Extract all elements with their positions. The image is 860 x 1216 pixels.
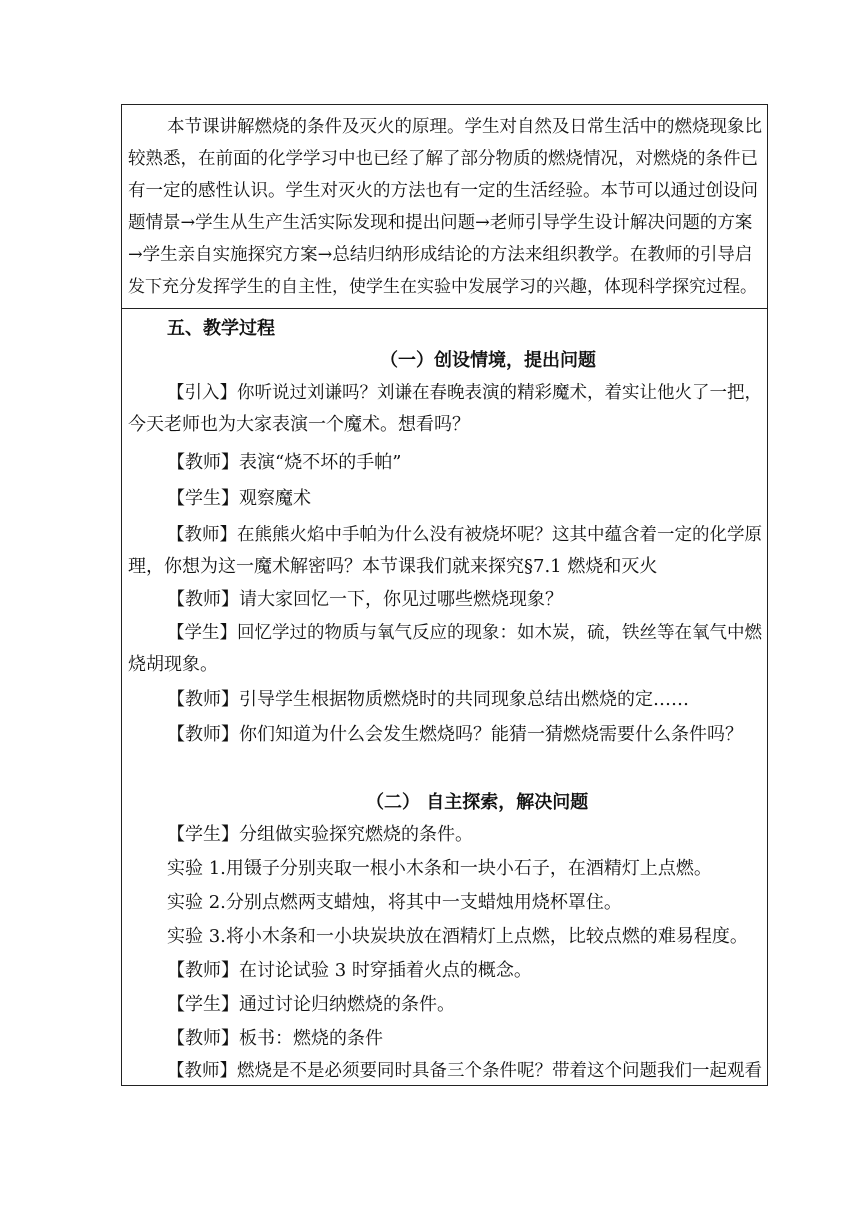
paragraph-line: 理，你想为这一魔术解密吗？本节课我们就来探究§7.1 燃烧和灭火 — [128, 556, 658, 577]
paragraph-line: 【教师】在熊熊火焰中手帕为什么没有被烧坏呢？这其中蕴含着一定的化学原 — [167, 525, 762, 545]
part2-title: （二） 自主探索，解决问题 — [366, 792, 589, 813]
paragraph-line: 今天老师也为大家表演一个魔术。想看吗？ — [128, 414, 470, 435]
paragraph-line: 【教师】在讨论试验 3 时穿插着火点的概念。 — [167, 960, 532, 981]
paragraph-line: 实验 3.将小木条和一小块炭块放在酒精灯上点燃，比较点燃的难易程度。 — [167, 926, 748, 947]
paragraph-line: 【教师】燃烧是不是必须要同时具备三个条件呢？带着这个问题我们一起观看 — [167, 1061, 762, 1081]
paragraph-line: 【教师】请大家回忆一下，你见过哪些燃烧现象？ — [167, 589, 563, 610]
row-divider — [122, 308, 767, 309]
paragraph-line: 实验 1.用镊子分别夹取一根小木条和一块小石子，在酒精灯上点燃。 — [167, 858, 712, 879]
lesson-table — [121, 104, 768, 1086]
analysis-line: →学生亲自实施探究方案→总结归纳形成结论的方法来组织教学。在教师的引导启 — [128, 245, 753, 265]
paragraph-line: 【教师】你们知道为什么会发生燃烧吗？能猜一猜燃烧需要什么条件吗？ — [167, 724, 743, 745]
part1-title: （一）创设情境，提出问题 — [380, 350, 596, 371]
paragraph-line: 【引入】你听说过刘谦吗？刘谦在春晚表演的精彩魔术，着实让他火了一把， — [167, 383, 762, 403]
analysis-line: 题情景→学生从生产生活实际发现和提出问题→老师引导学生设计解决问题的方案 — [128, 213, 753, 233]
paragraph-line: 【学生】分组做实验探究燃烧的条件。 — [167, 824, 473, 845]
analysis-line: 本节课讲解燃烧的条件及灭火的原理。学生对自然及日常生活中的燃烧现象比 — [167, 117, 762, 137]
paragraph-line: 烧胡现象。 — [128, 654, 218, 675]
paragraph-line: 【学生】观察魔术 — [167, 488, 311, 509]
analysis-line: 较熟悉，在前面的化学学习中也已经了解了部分物质的燃烧情况，对燃烧的条件已 — [128, 149, 758, 169]
paragraph-line: 【学生】通过讨论归纳燃烧的条件。 — [167, 994, 455, 1015]
paragraph-line: 【学生】回忆学过的物质与氧气反应的现象：如木炭，硫，铁丝等在氧气中燃 — [167, 623, 762, 643]
paragraph-line: 【教师】板书：燃烧的条件 — [167, 1028, 383, 1049]
analysis-line: 发下充分发挥学生的自主性，使学生在实验中发展学习的兴趣，体现科学探究过程。 — [128, 277, 757, 297]
analysis-line: 有一定的感性认识。学生对灭火的方法也有一定的生活经验。本节可以通过创设问 — [128, 181, 758, 201]
section-heading: 五、教学过程 — [167, 318, 275, 339]
paragraph-line: 实验 2.分别点燃两支蜡烛，将其中一支蜡烛用烧杯罩住。 — [167, 892, 622, 913]
paragraph-line: 【教师】引导学生根据物质燃烧时的共同现象总结出燃烧的定…… — [167, 689, 689, 710]
paragraph-line: 【教师】表演“烧不坏的手帕” — [167, 452, 402, 473]
